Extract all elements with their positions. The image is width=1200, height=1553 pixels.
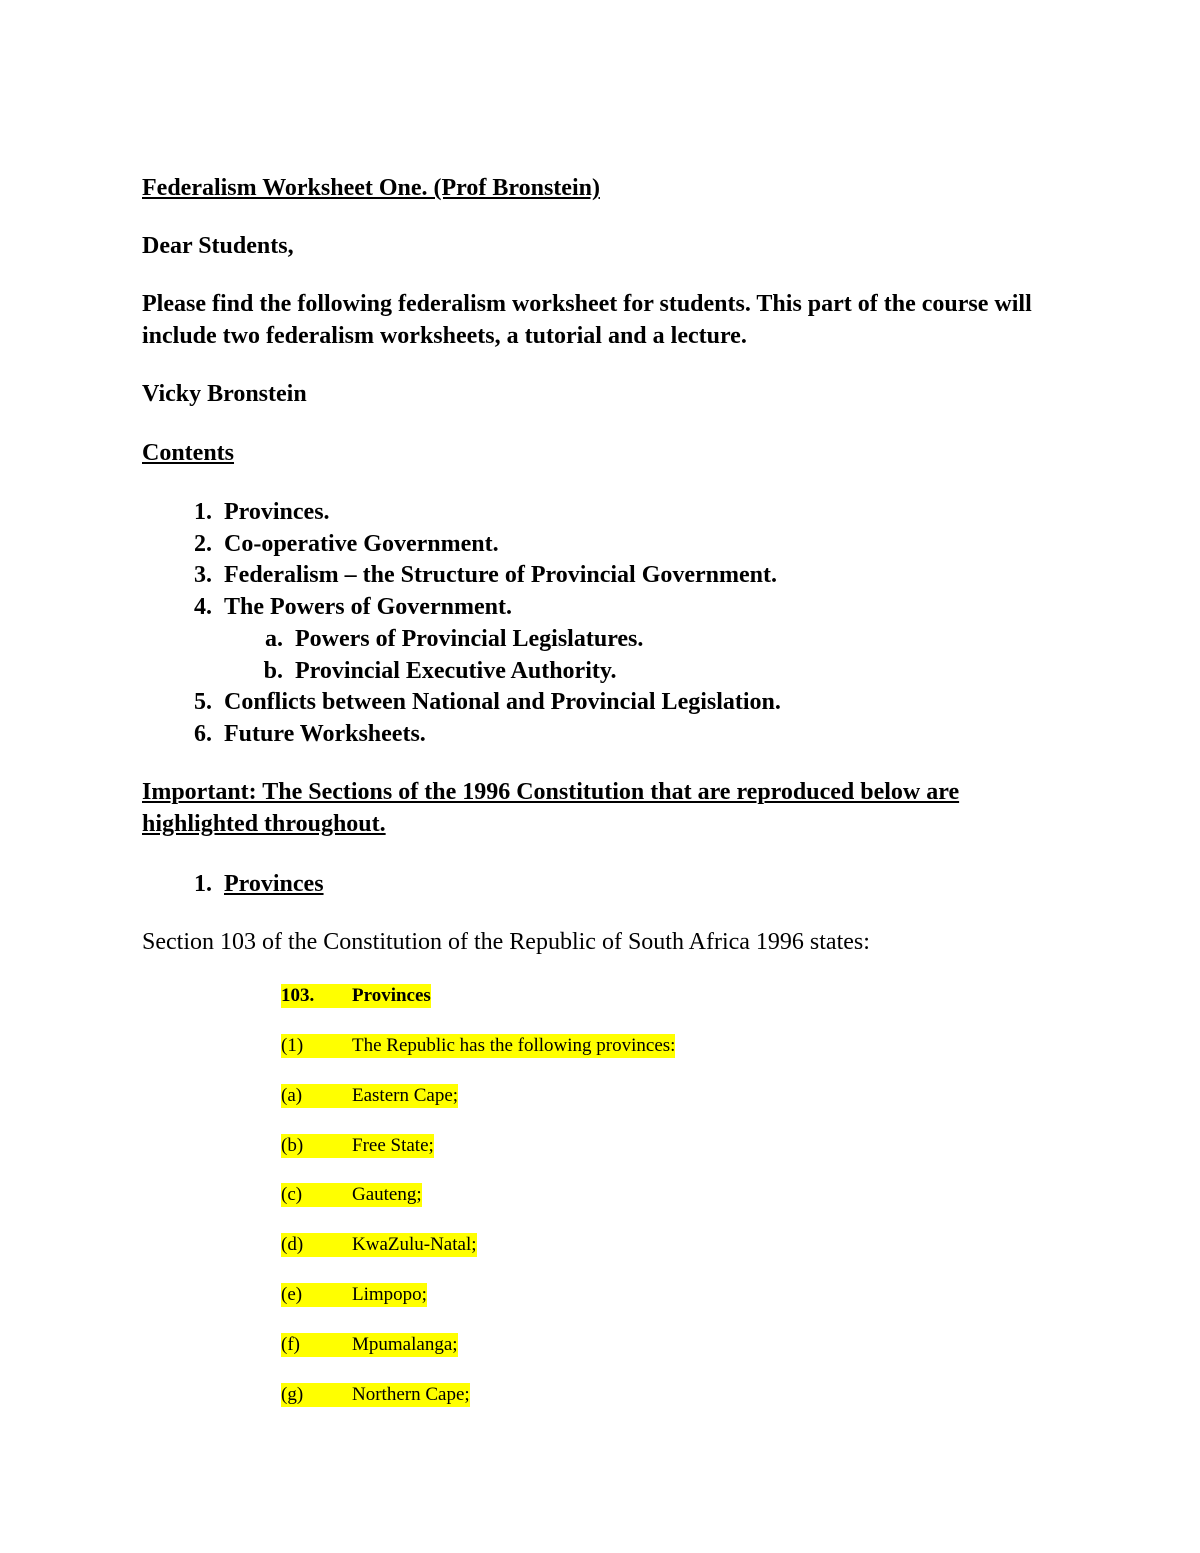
toc-number: a. — [265, 625, 283, 652]
toc-text: Co-operative Government. — [224, 530, 499, 557]
highlighted-clause — [281, 1383, 470, 1407]
clause-label: (f) — [281, 1334, 300, 1355]
toc-text: Provincial Executive Authority. — [295, 657, 617, 684]
clause-label: (g) — [281, 1384, 304, 1405]
toc-item — [142, 592, 781, 624]
toc-item — [142, 529, 781, 561]
important-note: Important: The Sections of the 1996 Constitution that are reproduced below are highlighted throughout. — [142, 779, 960, 837]
clause-text: Eastern Cape; — [352, 1085, 459, 1106]
section-title: Provinces — [224, 871, 324, 897]
toc-subitem — [142, 656, 781, 688]
highlighted-clause — [281, 1333, 458, 1357]
section-statement: Section 103 of the Constitution of the Republic of South Africa 1996 states: — [142, 929, 870, 955]
toc-item — [142, 719, 781, 751]
toc-number: 1. — [194, 499, 212, 525]
clause-text: Provinces — [352, 985, 431, 1006]
highlighted-clause — [281, 1034, 675, 1058]
highlighted-clause — [281, 1134, 434, 1158]
greeting: Dear Students, — [142, 233, 294, 259]
clause-text: Free State; — [352, 1135, 434, 1156]
clause-text: Gauteng; — [352, 1184, 422, 1205]
toc-subitem — [142, 624, 781, 656]
clause-label: (e) — [281, 1284, 303, 1305]
signature: Vicky Bronstein — [142, 381, 307, 407]
toc-text: Provinces. — [224, 499, 330, 525]
toc-text: Future Worksheets. — [224, 720, 426, 747]
highlighted-clause — [281, 1183, 422, 1207]
highlighted-clause — [281, 1283, 427, 1307]
highlighted-clause — [281, 1084, 458, 1108]
clause-label: (c) — [281, 1184, 303, 1205]
toc-text: Powers of Provincial Legislatures. — [295, 625, 644, 652]
clause-text: The Republic has the following provinces: — [352, 1035, 676, 1056]
clause-label: (1) — [281, 1035, 304, 1056]
intro-paragraph: Please find the following federalism worksheet for students. This part of the course will include two federalism worksheets, a tutorial and a lecture. — [142, 291, 1032, 349]
toc-number: 2. — [194, 530, 212, 557]
toc-text: Federalism – the Structure of Provincial Government. — [224, 562, 778, 589]
toc-number: b. — [263, 657, 283, 684]
toc-number: 6. — [194, 720, 212, 747]
clause-label: (b) — [281, 1135, 304, 1156]
clause-text: KwaZulu-Natal; — [352, 1234, 477, 1255]
clause-label: 103. — [281, 985, 315, 1006]
highlighted-heading — [281, 984, 431, 1008]
toc-number: 3. — [194, 562, 212, 589]
clause-label: (a) — [281, 1085, 303, 1106]
section-number: 1. — [194, 871, 212, 897]
clause-label: (d) — [281, 1234, 304, 1255]
clause-text: Mpumalanga; — [352, 1334, 458, 1355]
table-of-contents — [142, 497, 781, 751]
toc-text: Conflicts between National and Provincial Legislation. — [224, 689, 781, 716]
toc-number: 5. — [194, 689, 212, 716]
toc-text: The Powers of Government. — [224, 594, 512, 621]
section-heading — [142, 868, 324, 900]
toc-item — [142, 497, 781, 529]
highlighted-clause — [281, 1233, 477, 1257]
page-title: Federalism Worksheet One. (Prof Bronstein) — [142, 175, 600, 201]
toc-item — [142, 687, 781, 719]
clause-text: Northern Cape; — [352, 1384, 470, 1405]
contents-heading: Contents — [142, 440, 235, 466]
toc-item — [142, 560, 781, 592]
clause-text: Limpopo; — [352, 1284, 427, 1305]
toc-number: 4. — [194, 594, 212, 621]
